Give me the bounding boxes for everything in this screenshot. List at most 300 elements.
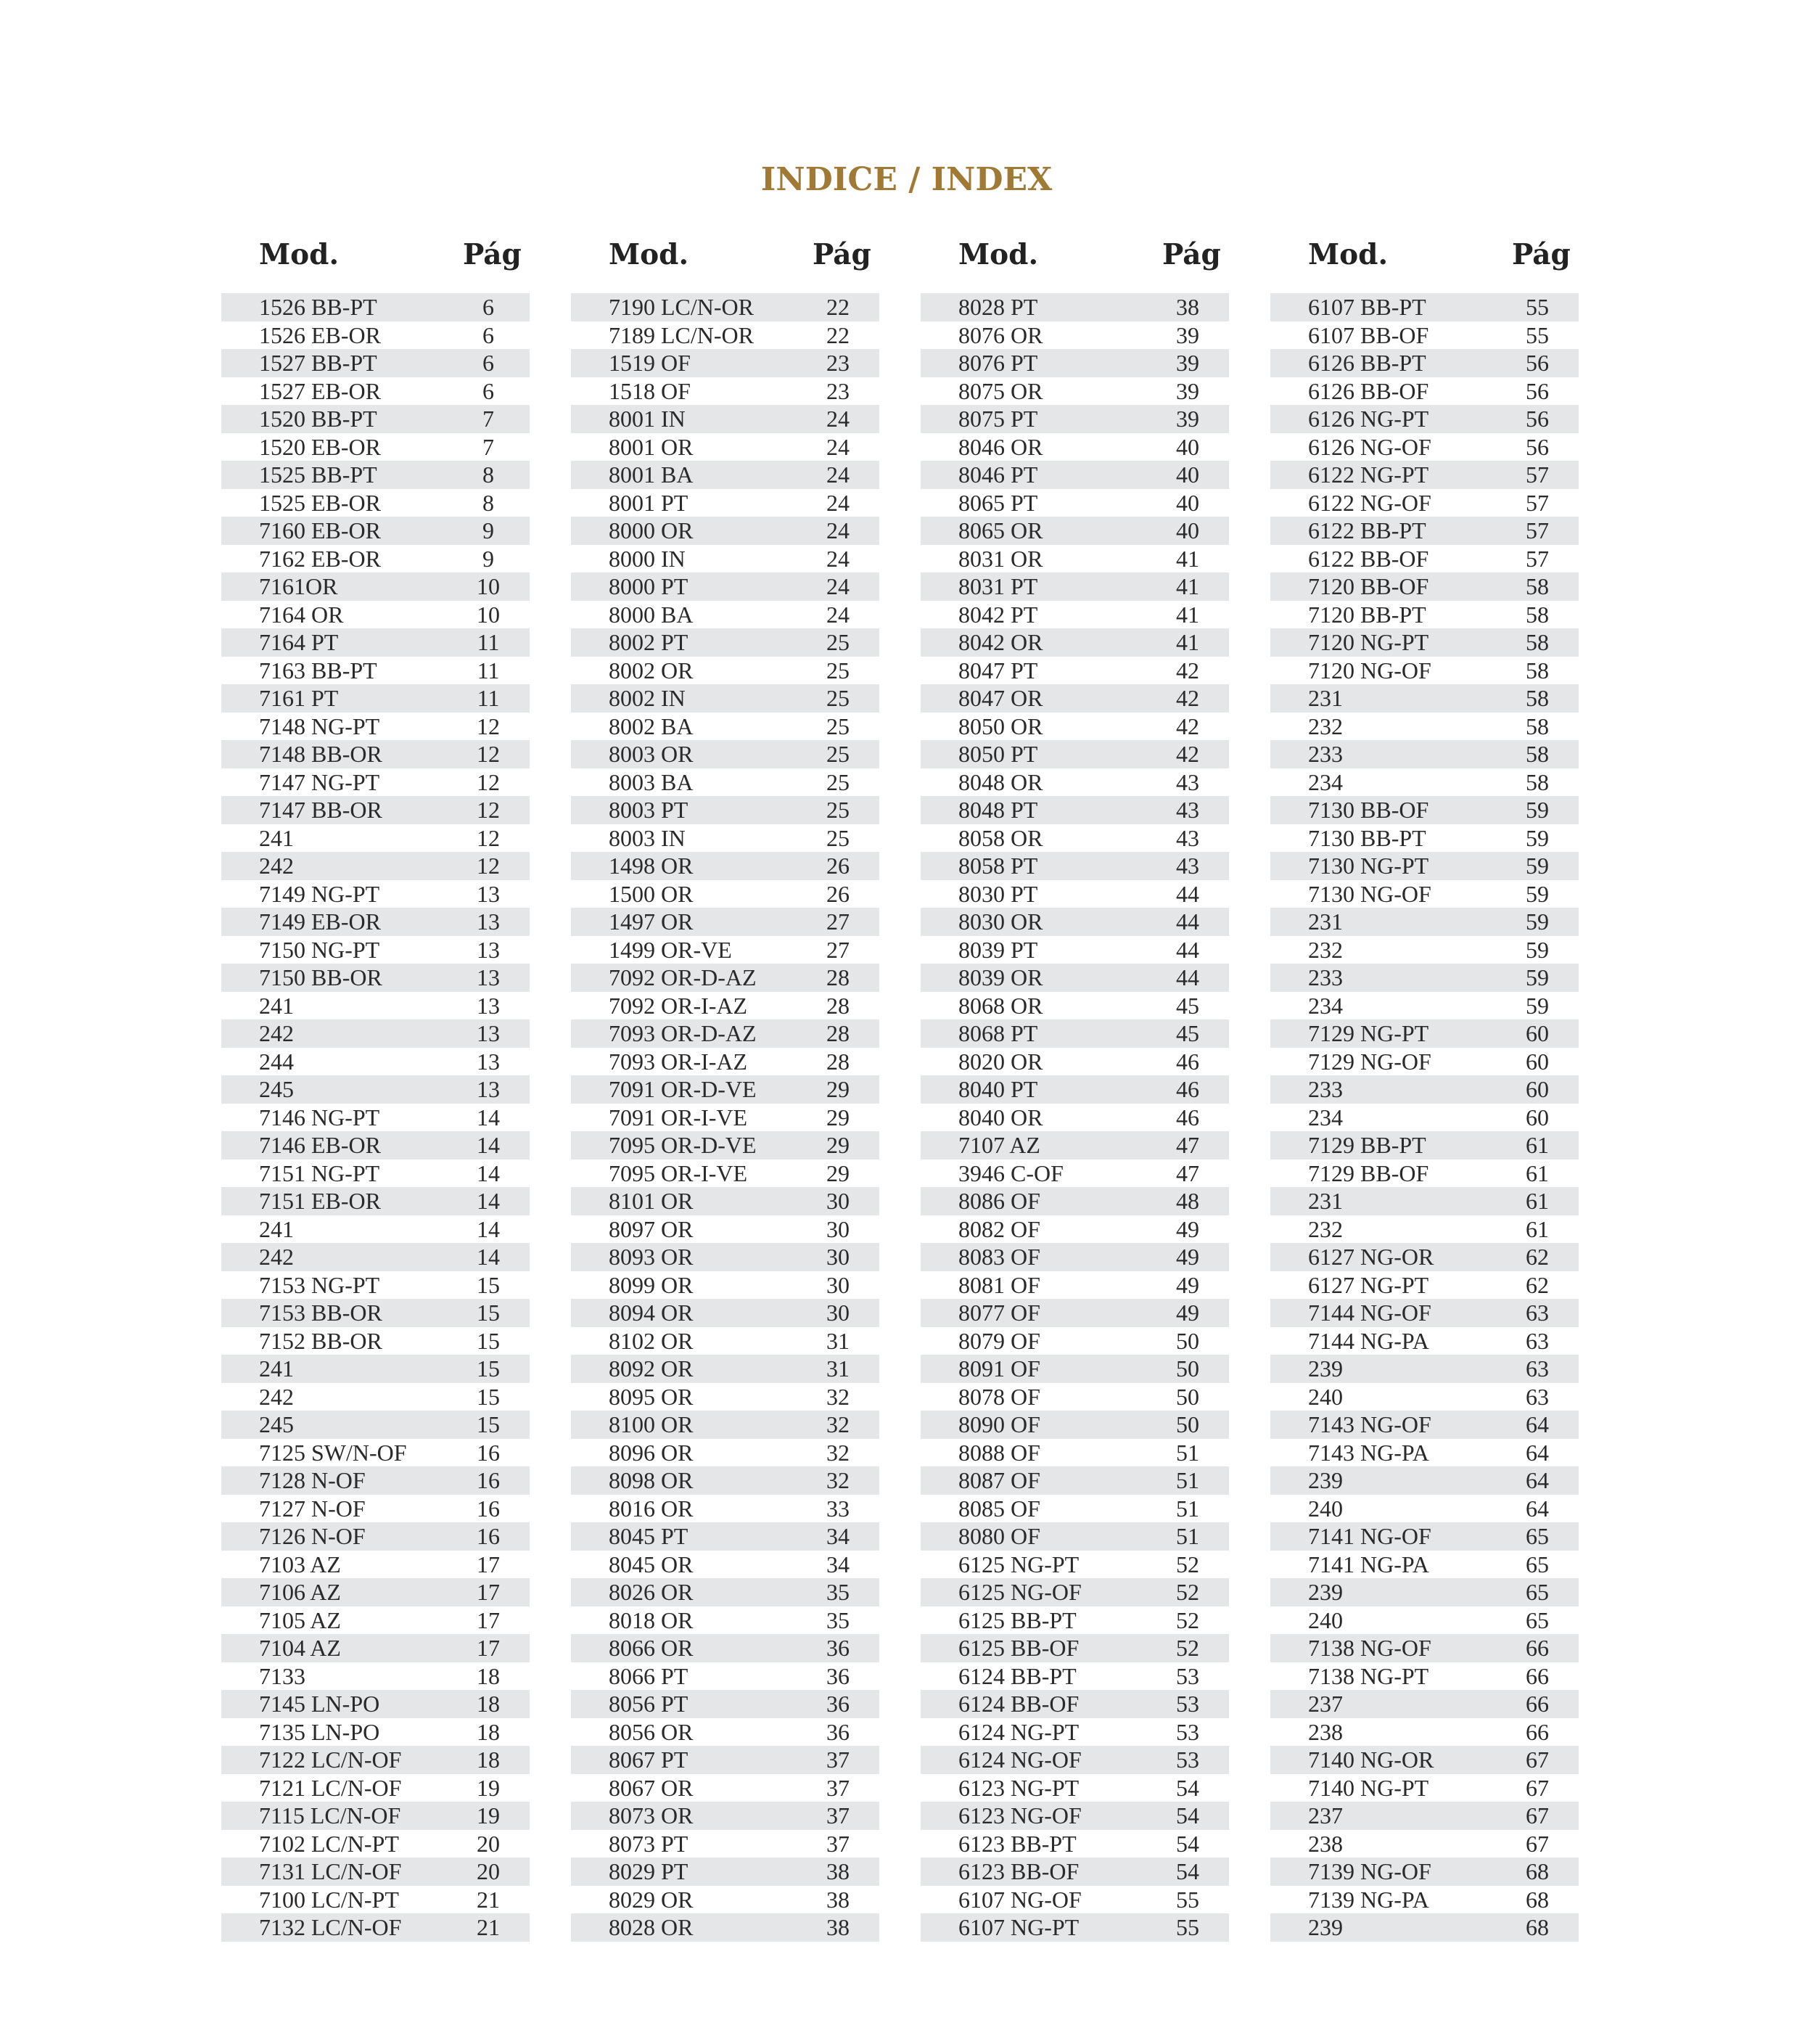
- table-row: [571, 1522, 879, 1551]
- header-mod: Mod.: [958, 238, 1039, 271]
- table-row: [921, 992, 1229, 1020]
- table-row: [1270, 572, 1579, 601]
- model-code: 1499 OR-VE: [609, 936, 732, 963]
- page-number: 24: [826, 461, 850, 488]
- model-code: 8042 PT: [958, 601, 1038, 628]
- table-row: [1270, 1327, 1579, 1355]
- model-code: 8091 OF: [958, 1355, 1040, 1382]
- table-row: [221, 992, 530, 1020]
- header-mod: Mod.: [609, 238, 689, 271]
- table-row: [221, 293, 530, 321]
- page-title: INDICE / INDEX: [760, 161, 1053, 198]
- table-row: [921, 293, 1229, 321]
- page-number: 7: [482, 433, 494, 460]
- page-number: 44: [1176, 936, 1199, 963]
- page-number: 30: [826, 1244, 850, 1270]
- page-number: 67: [1526, 1802, 1549, 1828]
- table-row: [571, 1075, 879, 1104]
- page-number: 26: [826, 880, 850, 907]
- table-row: [1270, 880, 1579, 908]
- model-code: 8075 OR: [958, 377, 1043, 404]
- model-code: 7091 OR-D-VE: [609, 1076, 757, 1102]
- table-row: [571, 796, 879, 824]
- model-code: 8093 OR: [609, 1244, 694, 1270]
- page-number: 39: [1176, 377, 1199, 404]
- table-row: [1270, 1299, 1579, 1327]
- page-number: 66: [1526, 1718, 1549, 1745]
- page-number: 36: [826, 1718, 850, 1745]
- model-code: 1525 EB-OR: [259, 489, 381, 516]
- model-code: 7152 BB-OR: [259, 1327, 382, 1354]
- page-number: 62: [1526, 1271, 1549, 1298]
- page-number: 59: [1526, 936, 1549, 963]
- page-number: 46: [1176, 1048, 1199, 1075]
- model-code: 8056 OR: [609, 1718, 694, 1745]
- model-code: 237: [1308, 1802, 1343, 1828]
- model-code: 8026 OR: [609, 1579, 694, 1605]
- page-number: 50: [1176, 1327, 1199, 1354]
- page-number: 15: [477, 1355, 500, 1382]
- table-row: [921, 1131, 1229, 1160]
- model-code: 1520 EB-OR: [259, 433, 381, 460]
- page-number: 14: [477, 1188, 500, 1214]
- model-code: 7128 N-OF: [259, 1467, 366, 1493]
- table-row: [571, 992, 879, 1020]
- page-number: 67: [1526, 1830, 1549, 1857]
- table-row: [571, 768, 879, 797]
- model-code: 7138 NG-PT: [1308, 1662, 1429, 1689]
- page-number: 11: [477, 685, 500, 711]
- page-number: 55: [1526, 294, 1549, 320]
- table-row: [221, 1578, 530, 1606]
- page-number: 35: [826, 1606, 850, 1633]
- table-row: [571, 1104, 879, 1132]
- table-row: [221, 1802, 530, 1830]
- page-number: 7: [482, 406, 494, 432]
- page-number: 15: [477, 1300, 500, 1326]
- page-number: 54: [1176, 1830, 1199, 1857]
- page-number: 63: [1526, 1327, 1549, 1354]
- page-number: 43: [1176, 824, 1199, 851]
- page-number: 29: [826, 1076, 850, 1102]
- table-row: [221, 489, 530, 517]
- table-row: [921, 936, 1229, 964]
- table-row: [571, 1466, 879, 1495]
- model-code: 7150 NG-PT: [259, 936, 380, 963]
- page-number: 44: [1176, 880, 1199, 907]
- page-number: 30: [826, 1215, 850, 1242]
- table-row: [921, 1075, 1229, 1104]
- table-row: [221, 1187, 530, 1215]
- page-number: 13: [477, 1020, 500, 1046]
- model-code: 6123 NG-OF: [958, 1802, 1082, 1828]
- page-number: 66: [1526, 1635, 1549, 1661]
- table-row: [921, 657, 1229, 685]
- page-number: 9: [482, 517, 494, 543]
- page-number: 25: [826, 824, 850, 851]
- table-row: [221, 349, 530, 377]
- model-code: 7091 OR-I-VE: [609, 1104, 748, 1130]
- model-code: 7126 N-OF: [259, 1523, 366, 1549]
- table-row: [1270, 1551, 1579, 1579]
- model-code: 7122 LC/N-OF: [259, 1747, 402, 1773]
- model-code: 8050 OR: [958, 713, 1043, 739]
- page-number: 51: [1176, 1439, 1199, 1466]
- page-number: 36: [826, 1635, 850, 1661]
- page-number: 42: [1176, 741, 1199, 767]
- model-code: 8000 IN: [609, 545, 686, 572]
- table-row: [921, 489, 1229, 517]
- model-code: 7144 NG-PA: [1308, 1327, 1429, 1354]
- page-number: 67: [1526, 1747, 1549, 1773]
- model-code: 8003 IN: [609, 824, 686, 851]
- table-row: [571, 1048, 879, 1076]
- page-number: 41: [1176, 573, 1199, 599]
- page-number: 29: [826, 1132, 850, 1158]
- model-code: 6123 NG-PT: [958, 1774, 1080, 1801]
- page-number: 38: [826, 1914, 850, 1940]
- model-code: 6107 NG-OF: [958, 1886, 1082, 1913]
- model-code: 240: [1308, 1383, 1343, 1410]
- page-number: 13: [477, 992, 500, 1019]
- model-code: 7143 NG-PA: [1308, 1439, 1429, 1466]
- table-row: [221, 1606, 530, 1635]
- page-number: 43: [1176, 797, 1199, 823]
- table-row: [921, 1690, 1229, 1718]
- model-code: 7129 NG-OF: [1308, 1048, 1431, 1075]
- page-number: 24: [826, 601, 850, 628]
- model-code: 6122 NG-PT: [1308, 461, 1429, 488]
- table-row: [221, 1466, 530, 1495]
- page-number: 30: [826, 1300, 850, 1326]
- header-pag: Pág: [813, 238, 871, 271]
- page-number: 42: [1176, 685, 1199, 711]
- table-row: [1270, 1187, 1579, 1215]
- table-row: [921, 1522, 1229, 1551]
- model-code: 7164 PT: [259, 629, 339, 655]
- model-code: 1526 BB-PT: [259, 294, 377, 320]
- page-number: 56: [1526, 406, 1549, 432]
- model-code: 7100 LC/N-PT: [259, 1886, 399, 1913]
- model-code: 7092 OR-I-AZ: [609, 992, 748, 1019]
- model-code: 6125 NG-PT: [958, 1551, 1080, 1577]
- table-row: [921, 768, 1229, 797]
- model-code: 8083 OF: [958, 1244, 1040, 1270]
- page-number: 64: [1526, 1495, 1549, 1522]
- model-code: 6122 BB-PT: [1308, 517, 1426, 543]
- model-code: 7107 AZ: [958, 1132, 1040, 1158]
- page-number: 12: [477, 797, 500, 823]
- model-code: 244: [259, 1048, 294, 1075]
- model-code: 8031 PT: [958, 573, 1038, 599]
- table-row: [221, 545, 530, 573]
- page-number: 65: [1526, 1606, 1549, 1633]
- page-number: 37: [826, 1802, 850, 1828]
- model-code: 8099 OR: [609, 1271, 694, 1298]
- page-number: 32: [826, 1467, 850, 1493]
- table-row: [1270, 740, 1579, 768]
- page-number: 59: [1526, 964, 1549, 990]
- model-code: 7139 NG-OF: [1308, 1858, 1431, 1884]
- table-row: [221, 1355, 530, 1383]
- model-code: 8031 OR: [958, 545, 1043, 572]
- table-row: [1270, 1466, 1579, 1495]
- model-code: 7164 OR: [259, 601, 344, 628]
- page-number: 34: [826, 1551, 850, 1577]
- model-code: 1527 EB-OR: [259, 377, 381, 404]
- table-row: [921, 1243, 1229, 1271]
- page-number: 59: [1526, 908, 1549, 935]
- model-code: 8001 IN: [609, 406, 686, 432]
- page-number: 49: [1176, 1244, 1199, 1270]
- table-row: [571, 684, 879, 713]
- table-row: [571, 1439, 879, 1467]
- table-row: [221, 1746, 530, 1774]
- page-number: 42: [1176, 657, 1199, 684]
- page-number: 42: [1176, 713, 1199, 739]
- model-code: 237: [1308, 1691, 1343, 1717]
- page-number: 59: [1526, 824, 1549, 851]
- table-row: [1270, 964, 1579, 992]
- table-row: [571, 545, 879, 573]
- model-code: 7132 LC/N-OF: [259, 1914, 402, 1940]
- page-number: 63: [1526, 1383, 1549, 1410]
- model-code: 1527 BB-PT: [259, 350, 377, 376]
- table-row: [921, 1019, 1229, 1048]
- table-row: [571, 1578, 879, 1606]
- page-number: 52: [1176, 1551, 1199, 1577]
- page-number: 51: [1176, 1523, 1199, 1549]
- model-code: 8058 OR: [958, 824, 1043, 851]
- model-code: 7129 NG-PT: [1308, 1020, 1429, 1046]
- table-row: [221, 768, 530, 797]
- page-number: 61: [1526, 1188, 1549, 1214]
- table-row: [921, 1718, 1229, 1747]
- table-row: [921, 1215, 1229, 1244]
- table-row: [1270, 1411, 1579, 1439]
- table-row: [221, 1271, 530, 1300]
- page-number: 53: [1176, 1691, 1199, 1717]
- page-number: 15: [477, 1411, 500, 1437]
- model-code: 231: [1308, 685, 1343, 711]
- model-code: 8039 OR: [958, 964, 1043, 990]
- page-number: 58: [1526, 713, 1549, 739]
- page-number: 67: [1526, 1774, 1549, 1801]
- page-number: 53: [1176, 1747, 1199, 1773]
- model-code: 1526 EB-OR: [259, 321, 381, 348]
- page-number: 27: [826, 908, 850, 935]
- table-row: [921, 1104, 1229, 1132]
- table-row: [921, 1858, 1229, 1886]
- page-number: 58: [1526, 741, 1549, 767]
- model-code: 234: [1308, 992, 1343, 1019]
- page-number: 38: [826, 1858, 850, 1884]
- page-number: 19: [477, 1774, 500, 1801]
- table-row: [1270, 1886, 1579, 1914]
- page-number: 39: [1176, 350, 1199, 376]
- page-number: 43: [1176, 768, 1199, 795]
- table-row: [571, 461, 879, 489]
- table-row: [221, 1327, 530, 1355]
- page-number: 15: [477, 1383, 500, 1410]
- table-row: [921, 1495, 1229, 1523]
- model-code: 8050 PT: [958, 741, 1038, 767]
- table-row: [921, 433, 1229, 461]
- model-code: 7141 NG-OF: [1308, 1523, 1431, 1549]
- table-row: [1270, 433, 1579, 461]
- page-number: 25: [826, 629, 850, 655]
- table-row: [221, 461, 530, 489]
- page-number: 39: [1176, 406, 1199, 432]
- model-code: 6126 NG-PT: [1308, 406, 1429, 432]
- page-number: 65: [1526, 1523, 1549, 1549]
- page-number: 11: [477, 629, 500, 655]
- page-number: 57: [1526, 545, 1549, 572]
- model-code: 1518 OF: [609, 377, 691, 404]
- model-code: 8046 OR: [958, 433, 1043, 460]
- model-code: 7148 BB-OR: [259, 741, 382, 767]
- page-number: 22: [826, 321, 850, 348]
- table-row: [921, 1606, 1229, 1635]
- page-number: 36: [826, 1691, 850, 1717]
- page-number: 52: [1176, 1579, 1199, 1605]
- page-number: 66: [1526, 1691, 1549, 1717]
- model-code: 7160 EB-OR: [259, 517, 381, 543]
- page-number: 51: [1176, 1467, 1199, 1493]
- model-code: 6126 BB-OF: [1308, 377, 1429, 404]
- model-code: 8095 OR: [609, 1383, 694, 1410]
- table-row: [1270, 992, 1579, 1020]
- page-number: 15: [477, 1327, 500, 1354]
- table-row: [921, 628, 1229, 657]
- table-row: [921, 517, 1229, 545]
- table-row: [921, 1830, 1229, 1858]
- model-code: 7120 BB-PT: [1308, 601, 1426, 628]
- page-number: 12: [477, 713, 500, 739]
- model-code: 242: [259, 1244, 294, 1270]
- table-row: [571, 321, 879, 350]
- page-number: 20: [477, 1858, 500, 1884]
- page-number: 14: [477, 1244, 500, 1270]
- model-code: 239: [1308, 1355, 1343, 1382]
- model-code: 7189 LC/N-OR: [609, 321, 754, 348]
- table-row: [1270, 1634, 1579, 1662]
- model-code: 3946 C-OF: [958, 1160, 1064, 1186]
- index-column-4: [1270, 238, 1579, 1940]
- page-number: 64: [1526, 1411, 1549, 1437]
- model-code: 7129 BB-PT: [1308, 1132, 1426, 1158]
- table-row: [221, 1662, 530, 1691]
- page-number: 27: [826, 936, 850, 963]
- page-number: 6: [482, 377, 494, 404]
- model-code: 7115 LC/N-OF: [259, 1802, 401, 1828]
- model-code: 6124 NG-OF: [958, 1747, 1082, 1773]
- model-code: 8028 PT: [958, 294, 1038, 320]
- model-code: 7144 NG-OF: [1308, 1300, 1431, 1326]
- model-code: 7153 NG-PT: [259, 1271, 380, 1298]
- index-column-3: [921, 238, 1229, 1940]
- model-code: 8066 PT: [609, 1662, 688, 1689]
- table-row: [1270, 657, 1579, 685]
- table-row: [1270, 713, 1579, 741]
- page-number: 36: [826, 1662, 850, 1689]
- table-row: [571, 1160, 879, 1188]
- page-number: 18: [477, 1747, 500, 1773]
- table-row: [921, 1662, 1229, 1691]
- table-row: [921, 1048, 1229, 1076]
- page-number: 25: [826, 713, 850, 739]
- table-row: [1270, 768, 1579, 797]
- table-row: [571, 824, 879, 853]
- table-row: [571, 405, 879, 433]
- table-row: [571, 1634, 879, 1662]
- model-code: 7093 OR-D-AZ: [609, 1020, 757, 1046]
- model-code: 233: [1308, 1076, 1343, 1102]
- table-row: [571, 1858, 879, 1886]
- table-row: [921, 824, 1229, 853]
- table-row: [571, 1718, 879, 1747]
- page-number: 58: [1526, 601, 1549, 628]
- table-row: [921, 1886, 1229, 1914]
- table-row: [221, 1690, 530, 1718]
- page-number: 57: [1526, 517, 1549, 543]
- table-row: [221, 1886, 530, 1914]
- model-code: 7131 LC/N-OF: [259, 1858, 402, 1884]
- page-number: 60: [1526, 1048, 1549, 1075]
- page-number: 17: [477, 1579, 500, 1605]
- model-code: 8080 OF: [958, 1523, 1040, 1549]
- model-code: 8078 OF: [958, 1383, 1040, 1410]
- model-code: 8056 PT: [609, 1691, 688, 1717]
- page-number: 23: [826, 377, 850, 404]
- model-code: 8079 OF: [958, 1327, 1040, 1354]
- model-code: 7121 LC/N-OF: [259, 1774, 402, 1801]
- model-code: 7095 OR-I-VE: [609, 1160, 748, 1186]
- model-code: 8047 OR: [958, 685, 1043, 711]
- model-code: 1498 OR: [609, 853, 694, 879]
- table-row: [221, 1411, 530, 1439]
- model-code: 241: [259, 824, 294, 851]
- table-row: [1270, 824, 1579, 853]
- model-code: 7140 NG-OR: [1308, 1747, 1434, 1773]
- page-number: 68: [1526, 1858, 1549, 1884]
- table-row: [571, 852, 879, 880]
- model-code: 8003 OR: [609, 741, 694, 767]
- page-number: 39: [1176, 321, 1199, 348]
- page-number: 13: [477, 936, 500, 963]
- page-number: 58: [1526, 657, 1549, 684]
- table-row: [921, 713, 1229, 741]
- model-code: 6107 BB-OF: [1308, 321, 1429, 348]
- page-number: 28: [826, 1020, 850, 1046]
- page-number: 12: [477, 824, 500, 851]
- table-row: [571, 1243, 879, 1271]
- page-number: 31: [826, 1327, 850, 1354]
- model-code: 7125 SW/N-OF: [259, 1439, 407, 1466]
- model-code: 8076 OR: [958, 321, 1043, 348]
- page-number: 55: [1176, 1914, 1199, 1940]
- model-code: 7135 LN-PO: [259, 1718, 380, 1745]
- model-code: 8082 OF: [958, 1215, 1040, 1242]
- page-number: 40: [1176, 461, 1199, 488]
- table-row: [921, 1634, 1229, 1662]
- table-row: [221, 740, 530, 768]
- model-code: 1520 BB-PT: [259, 406, 377, 432]
- model-code: 242: [259, 1383, 294, 1410]
- model-code: 8073 PT: [609, 1830, 688, 1857]
- table-row: [1270, 1913, 1579, 1942]
- page-number: 32: [826, 1411, 850, 1437]
